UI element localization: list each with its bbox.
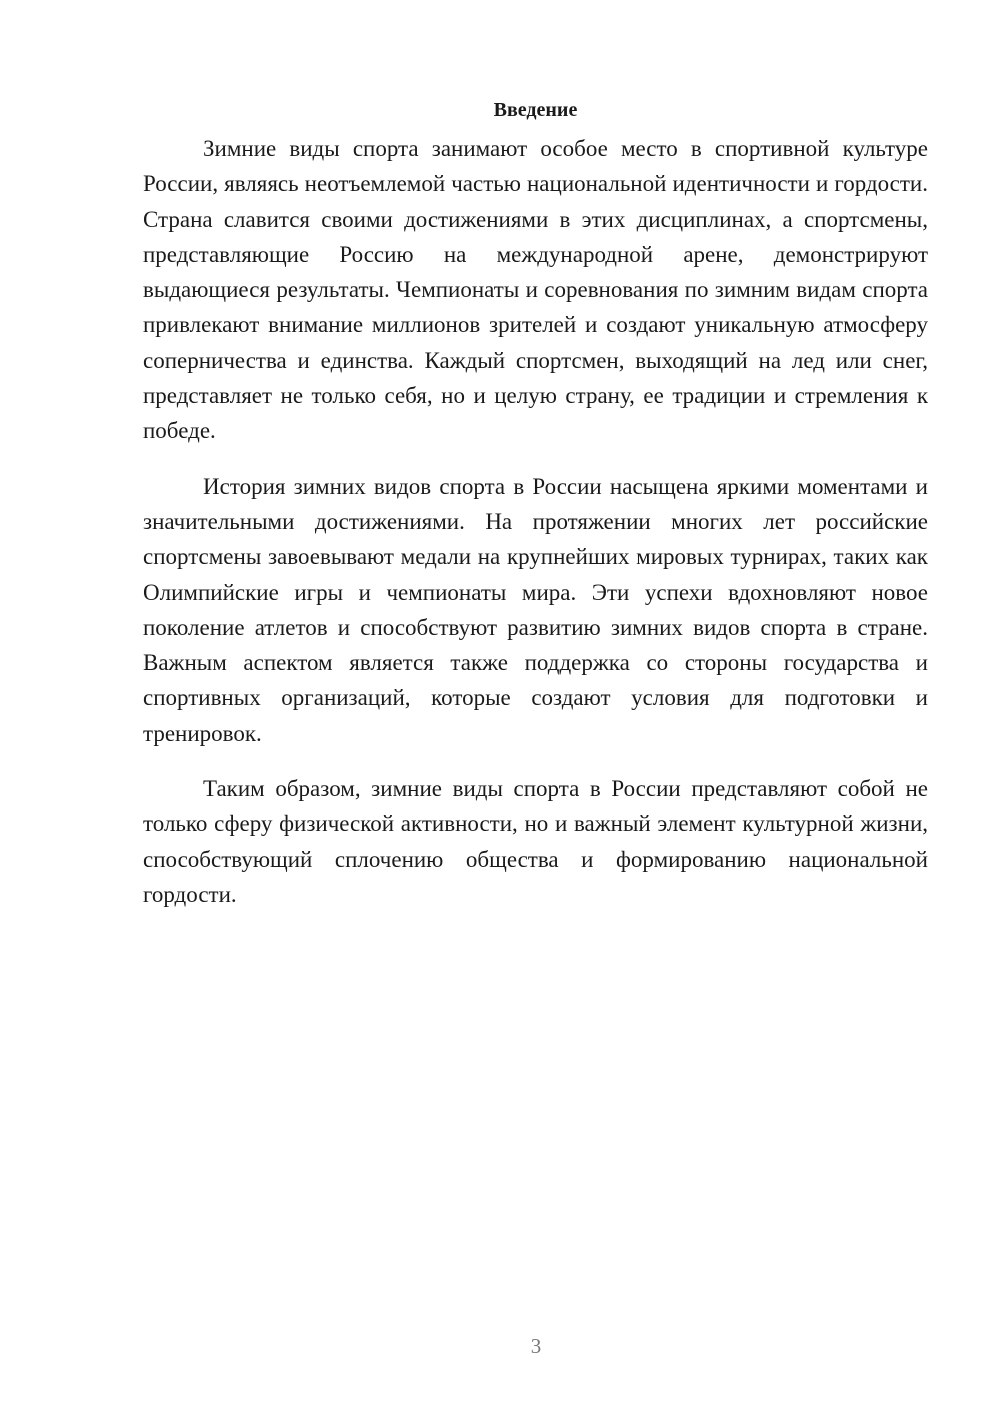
paragraph-2: История зимних видов спорта в России насыщена яркими моментами и значительными достижениями. На протяжении многих лет российские спортсмены завоевывают медали на крупнейших мировых турнирах, таких как Олимпийские игры и чемпионаты мира. Эти успехи вдохновляют новое поколение атлетов и способствуют развитию зимних видов спорта в стране. Важным аспектом является также поддержка со стороны государства и спортивных организаций, которые создают условия для подготовки и тренировок. <box>143 473 928 746</box>
page-title: Введение <box>493 99 578 121</box>
page-number: 3 <box>530 1334 542 1358</box>
page-content <box>143 96 928 932</box>
paragraph-1: Зимние виды спорта занимают особое место в спортивной культуре России, являясь неотъемлемой частью национальной идентичности и гордости. Страна славится своими достижениями в этих дисциплинах, а спортсмены, представляющие Россию на международной арене, демонстрируют выдающиеся результаты. Чемпионаты и соревнования по зимним видам спорта привлекают внимание миллионов зрителей и создают уникальную атмосферу соперничества и единства. Каждый спортсмен, выходящий на лед или снег, представляет не только себя, но и целую страну, ее традиции и стремления к победе. <box>143 136 928 444</box>
paragraph-3: Таким образом, зимние виды спорта в России представляют собой не только сферу физической активности, но и важный элемент культурной жизни, способствующий сплочению общества и формированию национальной гордости. <box>143 776 928 907</box>
